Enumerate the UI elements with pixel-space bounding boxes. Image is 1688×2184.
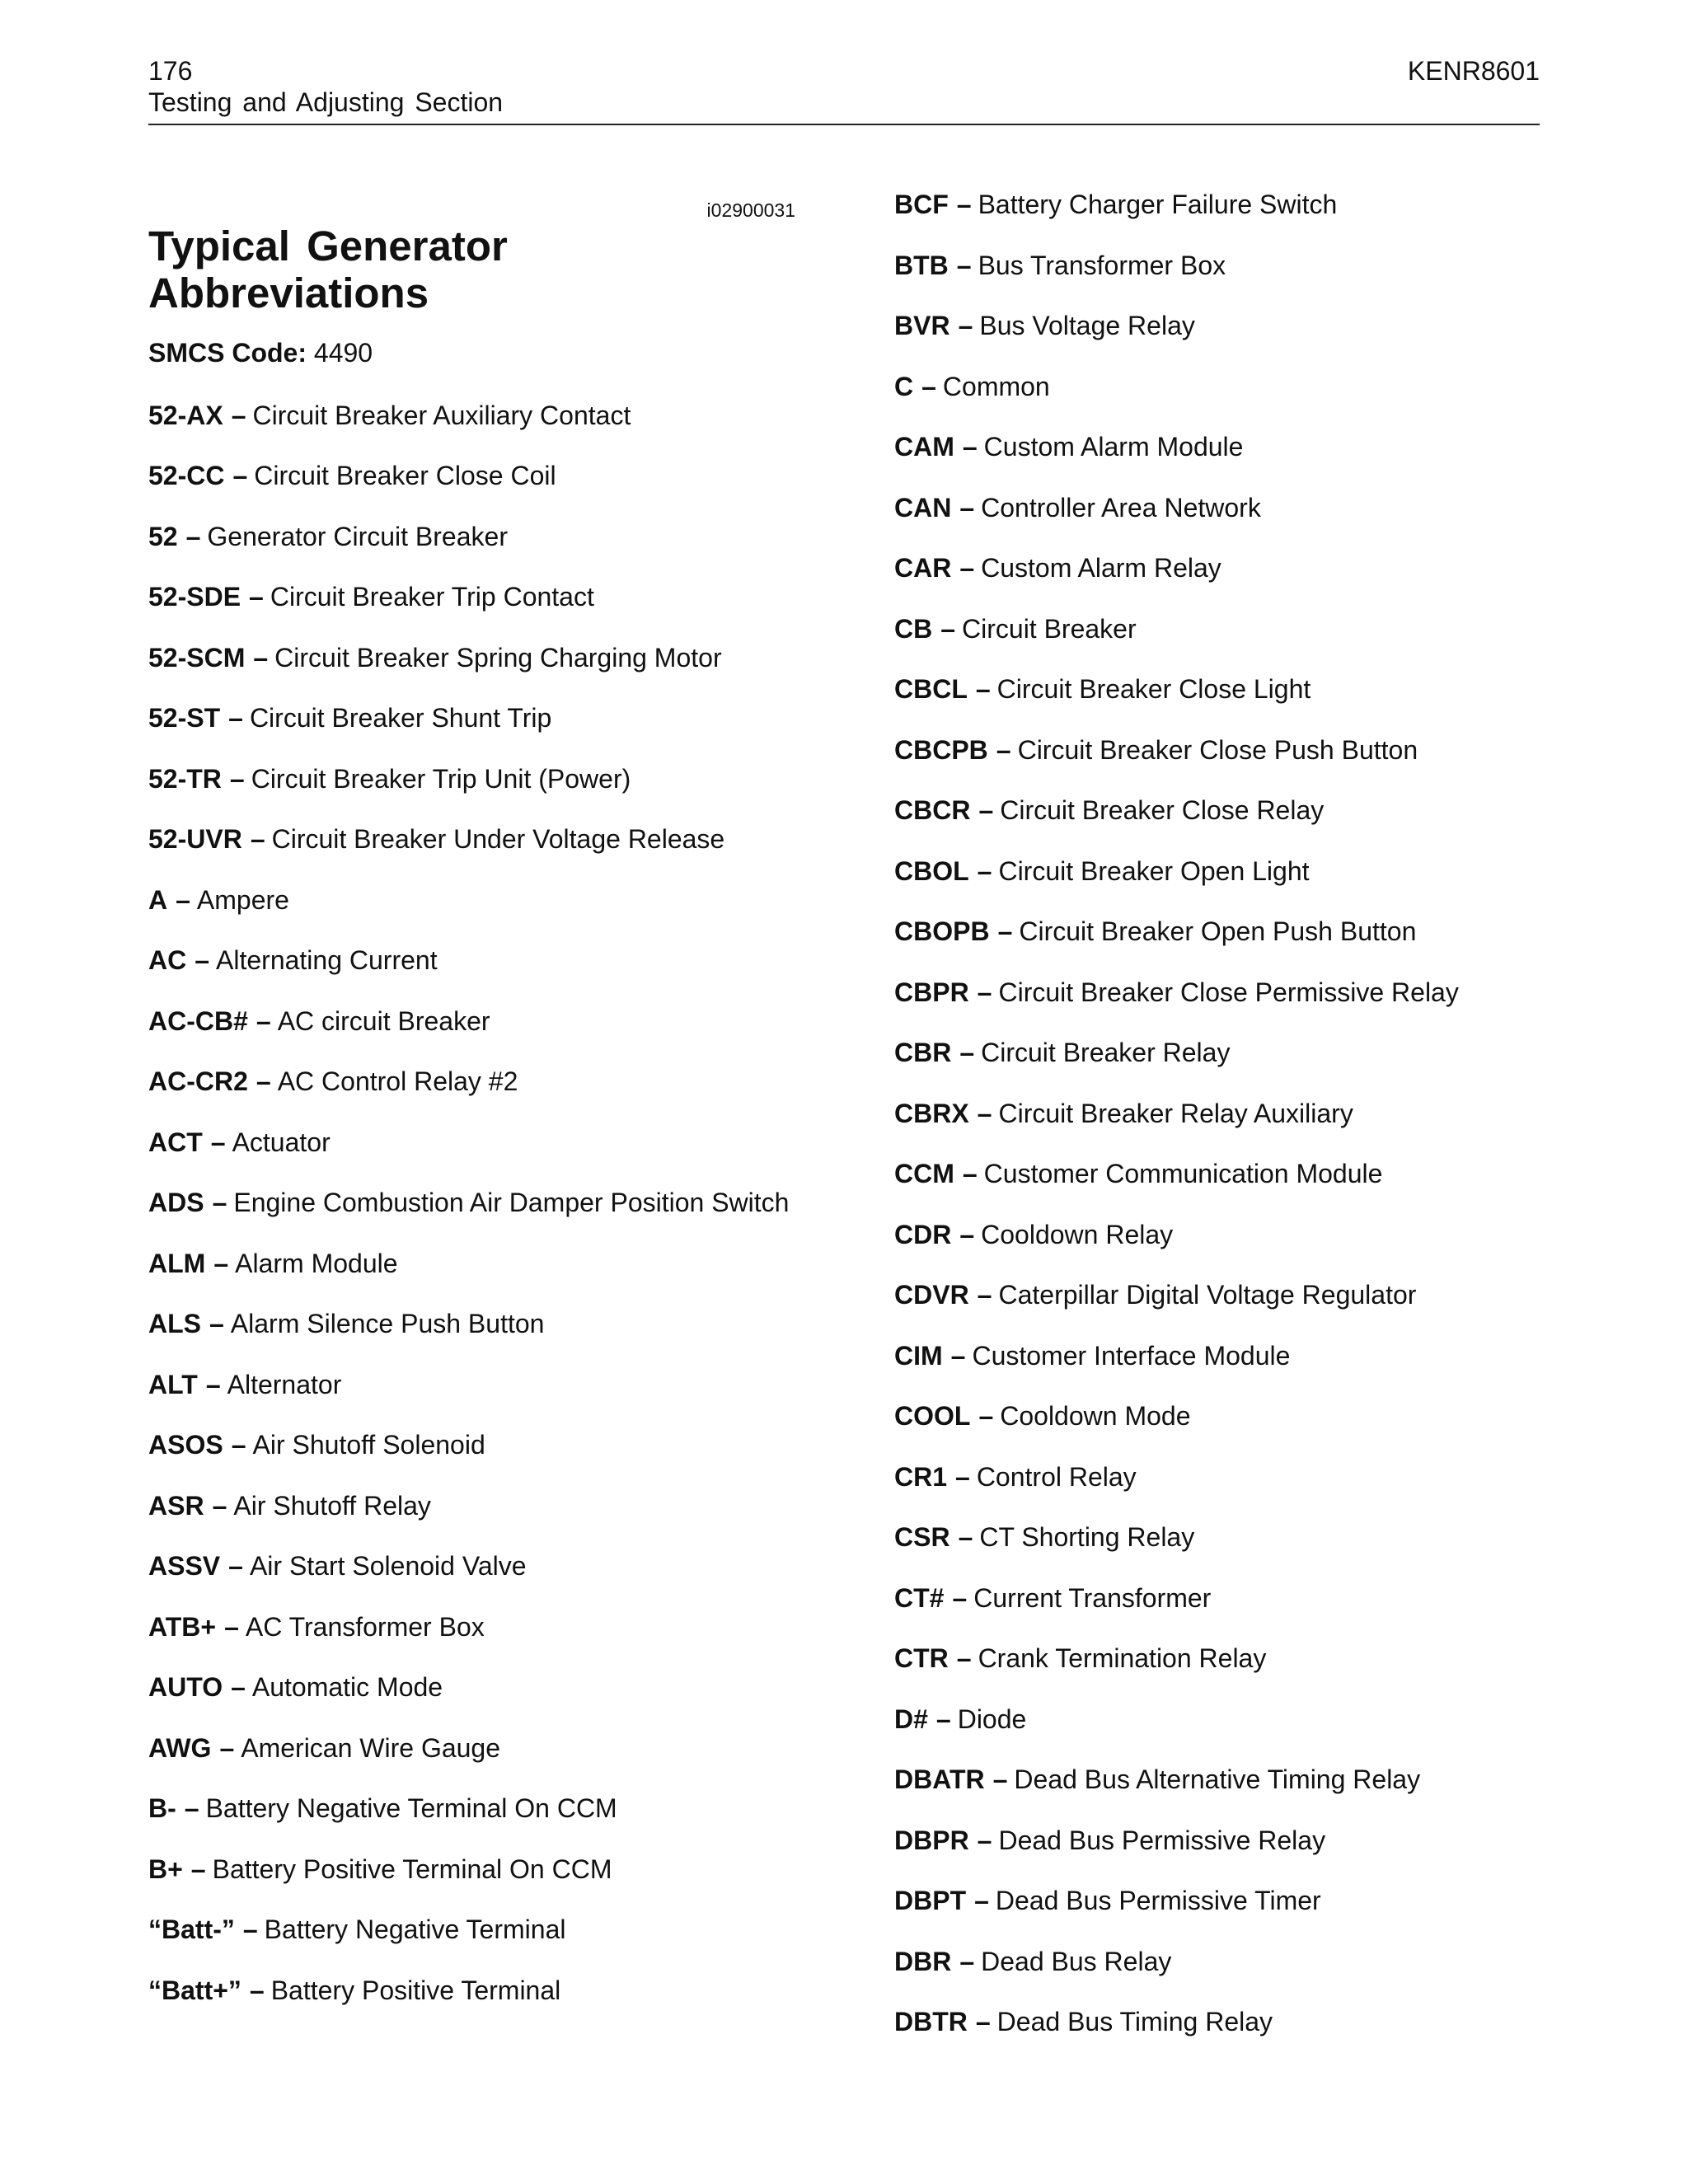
abbreviation-definition: Cooldown Relay bbox=[981, 1219, 1174, 1249]
abbreviation-definition: Engine Combustion Air Damper Position Switch bbox=[233, 1188, 790, 1217]
abbreviation-term: B- bbox=[148, 1793, 176, 1823]
abbreviation-entry bbox=[148, 1370, 795, 1399]
page-title-line-2: Abbreviations bbox=[148, 269, 429, 316]
abbreviation-dash: – bbox=[940, 613, 956, 644]
abbreviation-entry bbox=[894, 674, 1554, 704]
abbreviation-entry bbox=[148, 1188, 795, 1217]
abbreviation-entry bbox=[894, 1765, 1554, 1794]
abbreviation-term: DBPT bbox=[894, 1886, 967, 1915]
abbreviation-definition: Control Relay bbox=[976, 1461, 1137, 1492]
abbreviation-term: DBATR bbox=[894, 1765, 985, 1794]
reference-code: i02900031 bbox=[706, 199, 795, 221]
abbreviation-dash: – bbox=[956, 1643, 972, 1673]
abbreviation-entry bbox=[148, 1309, 795, 1338]
abbreviation-term: CDR bbox=[894, 1219, 952, 1249]
abbreviation-term: D# bbox=[894, 1704, 928, 1734]
abbreviation-entry bbox=[894, 1583, 1554, 1613]
abbreviation-term: 52-TR bbox=[148, 763, 222, 794]
abbreviation-dash: – bbox=[229, 763, 245, 794]
abbreviation-term: AC-CR2 bbox=[148, 1066, 248, 1096]
abbreviation-entry bbox=[894, 1462, 1554, 1492]
page-title-line-1: Typical Generator bbox=[148, 223, 508, 269]
abbreviation-definition: Circuit Breaker Trip Contact bbox=[270, 582, 594, 612]
abbreviation-entry bbox=[148, 1006, 795, 1036]
abbreviation-definition: Current Transformer bbox=[973, 1582, 1212, 1613]
abbreviation-term: AWG bbox=[148, 1732, 212, 1763]
abbreviation-entry bbox=[894, 432, 1554, 462]
left-column bbox=[148, 181, 795, 2005]
abbreviation-definition: Battery Positive Terminal On CCM bbox=[212, 1854, 612, 1884]
abbreviation-entry bbox=[894, 916, 1554, 946]
abbreviation-definition: CT Shorting Relay bbox=[979, 1522, 1195, 1552]
abbreviation-definition: Battery Positive Terminal bbox=[270, 1975, 561, 2005]
abbreviation-entry bbox=[148, 582, 795, 612]
abbreviation-dash: – bbox=[224, 1611, 239, 1642]
abbreviation-entry bbox=[894, 1643, 1554, 1673]
abbreviation-dash: – bbox=[958, 1522, 973, 1552]
abbreviation-definition: Circuit Breaker Under Voltage Release bbox=[271, 824, 725, 854]
abbreviation-definition: Crank Termination Relay bbox=[978, 1643, 1267, 1673]
abbreviation-definition: AC Transformer Box bbox=[245, 1611, 485, 1642]
abbreviation-dash: – bbox=[205, 1369, 221, 1399]
abbreviation-entry bbox=[148, 1430, 795, 1460]
abbreviation-definition: Circuit Breaker Close Permissive Relay bbox=[998, 977, 1459, 1007]
abbreviation-definition: Dead Bus Alternative Timing Relay bbox=[1014, 1765, 1421, 1794]
abbreviation-entry bbox=[148, 1975, 795, 2005]
abbreviation-term: CBCR bbox=[894, 795, 971, 825]
abbreviation-definition: Dead Bus Relay bbox=[981, 1946, 1172, 1976]
abbreviation-dash: – bbox=[231, 400, 246, 430]
abbreviation-dash: – bbox=[955, 1461, 970, 1492]
abbreviation-definition: Customer Communication Module bbox=[983, 1159, 1383, 1188]
abbreviation-dash: – bbox=[975, 674, 991, 704]
abbreviation-dash: – bbox=[978, 1401, 994, 1431]
abbreviation-term: CAN bbox=[894, 492, 952, 523]
abbreviation-entry bbox=[894, 795, 1554, 825]
right-column bbox=[894, 181, 1554, 2036]
abbreviation-entry bbox=[148, 1915, 795, 1944]
abbreviation-term: CB bbox=[894, 613, 933, 644]
abbreviation-definition: Circuit Breaker Shunt Trip bbox=[249, 703, 552, 733]
abbreviation-term: BTB bbox=[894, 250, 949, 280]
abbreviation-term: CCM bbox=[894, 1159, 954, 1188]
abbreviation-term: CDVR bbox=[894, 1280, 969, 1310]
abbreviation-definition: Circuit Breaker Relay Auxiliary bbox=[998, 1098, 1353, 1128]
abbreviation-term: ACT bbox=[148, 1127, 203, 1157]
abbreviation-dash: – bbox=[977, 977, 992, 1007]
abbreviation-entry bbox=[894, 2007, 1554, 2036]
abbreviation-definition: Custom Alarm Module bbox=[983, 432, 1244, 462]
abbreviation-definition: Dead Bus Permissive Relay bbox=[998, 1825, 1326, 1855]
abbreviation-entry bbox=[148, 1127, 795, 1157]
abbreviation-entry bbox=[894, 735, 1554, 765]
abbreviation-definition: Circuit Breaker bbox=[962, 613, 1137, 644]
abbreviation-term: ALM bbox=[148, 1248, 206, 1278]
abbreviation-term: B+ bbox=[148, 1854, 183, 1884]
abbreviation-term: CIM bbox=[894, 1340, 943, 1371]
abbreviation-definition: AC Control Relay #2 bbox=[277, 1066, 518, 1096]
abbreviation-definition: Bus Transformer Box bbox=[978, 250, 1226, 280]
abbreviation-term: DBTR bbox=[894, 2007, 968, 2036]
abbreviation-entry bbox=[894, 1825, 1554, 1855]
abbreviation-term: ATB+ bbox=[148, 1611, 217, 1642]
abbreviation-dash: – bbox=[249, 1975, 265, 2005]
abbreviation-term: DBR bbox=[894, 1946, 952, 1976]
abbreviation-definition: Air Shutoff Relay bbox=[233, 1490, 431, 1521]
abbreviation-dash: – bbox=[977, 1280, 992, 1310]
abbreviation-entry bbox=[148, 945, 795, 975]
abbreviation-entry bbox=[148, 401, 795, 430]
abbreviation-entry bbox=[894, 1704, 1554, 1734]
abbreviation-definition: Custom Alarm Relay bbox=[981, 553, 1221, 583]
abbreviation-definition: Alternator bbox=[227, 1369, 342, 1399]
abbreviation-entry bbox=[148, 764, 795, 794]
abbreviation-entry bbox=[894, 1341, 1554, 1371]
abbreviation-entry bbox=[148, 522, 795, 551]
abbreviation-entry bbox=[894, 1886, 1554, 1915]
abbreviation-term: CTR bbox=[894, 1643, 949, 1673]
abbreviation-term: CT# bbox=[894, 1582, 945, 1613]
abbreviation-term: 52-SCM bbox=[148, 642, 246, 673]
abbreviation-term: AUTO bbox=[148, 1672, 223, 1702]
abbreviation-term: CBCPB bbox=[894, 734, 988, 765]
abbreviation-entry bbox=[148, 1551, 795, 1581]
left-abbreviation-list bbox=[148, 401, 795, 2005]
abbreviation-definition: Circuit Breaker Close Relay bbox=[1000, 795, 1325, 825]
abbreviation-entry bbox=[894, 1220, 1554, 1249]
abbreviation-entry bbox=[894, 190, 1554, 219]
abbreviation-dash: – bbox=[977, 1098, 992, 1128]
abbreviation-entry bbox=[148, 885, 795, 915]
abbreviation-term: 52-CC bbox=[148, 461, 225, 490]
abbreviation-term: C bbox=[894, 371, 914, 401]
abbreviation-dash: – bbox=[992, 1765, 1008, 1794]
abbreviation-entry bbox=[148, 461, 795, 490]
abbreviation-dash: – bbox=[975, 2007, 991, 2036]
abbreviation-term: 52 bbox=[148, 521, 178, 551]
abbreviation-dash: – bbox=[212, 1188, 227, 1217]
abbreviation-entry bbox=[894, 251, 1554, 280]
abbreviation-definition: Battery Negative Terminal On CCM bbox=[205, 1793, 617, 1823]
abbreviation-term: BCF bbox=[894, 190, 949, 219]
abbreviation-definition: Battery Charger Failure Switch bbox=[978, 190, 1338, 219]
abbreviation-dash: – bbox=[256, 1005, 271, 1036]
abbreviation-definition: Controller Area Network bbox=[981, 492, 1261, 523]
abbreviation-term: 52-UVR bbox=[148, 824, 242, 854]
abbreviation-dash: – bbox=[219, 1732, 235, 1763]
abbreviation-definition: Circuit Breaker Close Light bbox=[996, 674, 1311, 704]
abbreviation-term: ADS bbox=[148, 1188, 204, 1217]
smcs-code bbox=[148, 336, 795, 369]
abbreviation-definition: AC circuit Breaker bbox=[277, 1005, 490, 1036]
abbreviation-term: CSR bbox=[894, 1522, 950, 1552]
abbreviation-definition: Circuit Breaker Spring Charging Motor bbox=[274, 642, 722, 673]
abbreviation-definition: Generator Circuit Breaker bbox=[207, 521, 508, 551]
abbreviation-term: AC-CB# bbox=[148, 1005, 248, 1036]
abbreviation-dash: – bbox=[232, 461, 248, 490]
abbreviation-entry bbox=[148, 1066, 795, 1096]
abbreviation-definition: Dead Bus Permissive Timer bbox=[995, 1886, 1321, 1915]
abbreviation-definition: Alarm Silence Push Button bbox=[230, 1309, 545, 1338]
abbreviation-dash: – bbox=[959, 553, 975, 583]
abbreviation-dash: – bbox=[176, 884, 190, 915]
abbreviation-entry bbox=[148, 643, 795, 673]
abbreviation-definition: Battery Negative Terminal bbox=[264, 1915, 566, 1944]
right-abbreviation-list bbox=[894, 190, 1554, 2036]
abbreviation-dash: – bbox=[209, 1309, 224, 1338]
document-id: KENR8601 bbox=[1407, 56, 1540, 86]
abbreviation-term: ALT bbox=[148, 1369, 198, 1399]
abbreviation-entry bbox=[148, 1793, 795, 1823]
abbreviation-dash: – bbox=[959, 492, 975, 523]
abbreviation-definition: Alternating Current bbox=[216, 945, 438, 975]
abbreviation-entry bbox=[894, 493, 1554, 523]
abbreviation-dash: – bbox=[956, 250, 972, 280]
abbreviation-definition: Alarm Module bbox=[235, 1248, 398, 1278]
abbreviation-dash: – bbox=[921, 371, 936, 401]
abbreviation-term: CBPR bbox=[894, 977, 969, 1007]
abbreviation-definition: Circuit Breaker Trip Unit (Power) bbox=[251, 763, 631, 794]
abbreviation-term: “Batt+” bbox=[148, 1975, 241, 2005]
abbreviation-term: COOL bbox=[894, 1401, 971, 1431]
abbreviation-entry bbox=[894, 1401, 1554, 1431]
abbreviation-entry bbox=[894, 1947, 1554, 1976]
abbreviation-entry bbox=[894, 1099, 1554, 1128]
abbreviation-entry bbox=[148, 1612, 795, 1642]
abbreviation-term: CBOPB bbox=[894, 916, 990, 946]
abbreviation-entry bbox=[894, 372, 1554, 401]
abbreviation-dash: – bbox=[195, 945, 210, 975]
abbreviation-dash: – bbox=[228, 703, 243, 733]
abbreviation-entry bbox=[148, 703, 795, 733]
abbreviation-dash: – bbox=[959, 1038, 975, 1067]
abbreviation-definition: Actuator bbox=[232, 1127, 331, 1157]
abbreviation-dash: – bbox=[978, 795, 994, 825]
abbreviation-dash: – bbox=[231, 1430, 246, 1460]
abbreviation-entry bbox=[148, 1491, 795, 1521]
abbreviation-entry bbox=[148, 1733, 795, 1763]
abbreviation-dash: – bbox=[228, 1551, 243, 1581]
abbreviation-dash: – bbox=[250, 824, 265, 854]
abbreviation-term: ASR bbox=[148, 1490, 204, 1521]
abbreviation-dash: – bbox=[974, 1886, 989, 1915]
abbreviation-dash: – bbox=[977, 855, 992, 886]
abbreviation-definition: Automatic Mode bbox=[251, 1672, 443, 1702]
section-name: Testing and Adjusting Section bbox=[148, 87, 504, 117]
abbreviation-definition: Air Start Solenoid Valve bbox=[249, 1551, 527, 1581]
abbreviation-definition: Bus Voltage Relay bbox=[979, 311, 1195, 340]
abbreviation-term: ASSV bbox=[148, 1551, 221, 1581]
abbreviation-term: BVR bbox=[894, 311, 950, 340]
abbreviation-dash: – bbox=[212, 1490, 227, 1521]
abbreviation-dash: – bbox=[253, 642, 269, 673]
abbreviation-entry bbox=[894, 1280, 1554, 1310]
abbreviation-term: AC bbox=[148, 945, 187, 975]
abbreviation-definition: Customer Interface Module bbox=[972, 1340, 1291, 1371]
abbreviation-dash: – bbox=[210, 1127, 226, 1157]
abbreviation-dash: – bbox=[190, 1854, 206, 1884]
abbreviation-dash: – bbox=[950, 1340, 966, 1371]
abbreviation-definition: Circuit Breaker Open Light bbox=[998, 855, 1310, 886]
page-header bbox=[148, 54, 1540, 125]
abbreviation-definition: Caterpillar Digital Voltage Regulator bbox=[998, 1280, 1417, 1310]
abbreviation-definition: Air Shutoff Solenoid bbox=[252, 1430, 485, 1460]
abbreviation-dash: – bbox=[256, 1066, 271, 1096]
abbreviation-term: CBOL bbox=[894, 855, 969, 886]
smcs-code-value: 4490 bbox=[313, 338, 373, 368]
abbreviation-definition: Ampere bbox=[196, 884, 289, 915]
abbreviation-term: CAR bbox=[894, 553, 952, 583]
abbreviation-term: CAM bbox=[894, 432, 954, 462]
abbreviation-dash: – bbox=[977, 1825, 992, 1855]
abbreviation-entry bbox=[894, 311, 1554, 340]
abbreviation-entry bbox=[148, 1249, 795, 1278]
abbreviation-dash: – bbox=[231, 1672, 246, 1702]
abbreviation-term: A bbox=[148, 884, 168, 915]
abbreviation-entry bbox=[894, 1038, 1554, 1067]
abbreviation-dash: – bbox=[962, 432, 978, 462]
abbreviation-term: CBRX bbox=[894, 1098, 969, 1128]
abbreviation-definition: Common bbox=[942, 371, 1050, 401]
abbreviation-definition: Circuit Breaker Open Push Button bbox=[1019, 916, 1417, 946]
abbreviation-dash: – bbox=[185, 521, 201, 551]
abbreviation-entry bbox=[148, 1854, 795, 1884]
abbreviation-dash: – bbox=[959, 1219, 975, 1249]
abbreviation-definition: American Wire Gauge bbox=[241, 1732, 501, 1763]
abbreviation-dash: – bbox=[959, 1946, 975, 1976]
abbreviation-term: DBPR bbox=[894, 1825, 969, 1855]
abbreviation-dash: – bbox=[242, 1915, 258, 1944]
abbreviation-entry bbox=[894, 856, 1554, 886]
abbreviation-dash: – bbox=[962, 1159, 978, 1188]
abbreviation-dash: – bbox=[996, 734, 1011, 765]
page-title bbox=[148, 223, 795, 316]
abbreviation-entry bbox=[894, 553, 1554, 583]
abbreviation-term: CBR bbox=[894, 1038, 952, 1067]
abbreviation-term: ALS bbox=[148, 1309, 201, 1338]
abbreviation-dash: – bbox=[952, 1582, 968, 1613]
abbreviation-definition: Dead Bus Timing Relay bbox=[996, 2007, 1273, 2036]
abbreviation-dash: – bbox=[213, 1248, 229, 1278]
abbreviation-entry bbox=[894, 614, 1554, 644]
smcs-code-label: SMCS Code: bbox=[148, 338, 307, 368]
abbreviation-dash: – bbox=[956, 190, 972, 219]
abbreviation-term: 52-AX bbox=[148, 400, 223, 430]
page-number: 176 bbox=[148, 56, 193, 86]
abbreviation-dash: – bbox=[935, 1704, 951, 1734]
abbreviation-entry bbox=[148, 1672, 795, 1702]
abbreviation-definition: Circuit Breaker Auxiliary Contact bbox=[252, 400, 631, 430]
abbreviation-dash: – bbox=[249, 582, 264, 612]
abbreviation-term: CR1 bbox=[894, 1461, 948, 1492]
abbreviation-term: “Batt-” bbox=[148, 1915, 235, 1944]
abbreviation-term: 52-ST bbox=[148, 703, 221, 733]
abbreviation-term: ASOS bbox=[148, 1430, 223, 1460]
abbreviation-dash: – bbox=[184, 1793, 199, 1823]
abbreviation-definition: Circuit Breaker Close Push Button bbox=[1017, 734, 1418, 765]
abbreviation-definition: Circuit Breaker Close Coil bbox=[254, 461, 556, 490]
abbreviation-entry bbox=[894, 1522, 1554, 1552]
abbreviation-definition: Diode bbox=[957, 1704, 1027, 1734]
abbreviation-entry bbox=[894, 977, 1554, 1007]
abbreviation-term: 52-SDE bbox=[148, 582, 241, 612]
abbreviation-term: CBCL bbox=[894, 674, 968, 704]
abbreviation-dash: – bbox=[997, 916, 1013, 946]
abbreviation-dash: – bbox=[958, 311, 973, 340]
abbreviation-definition: Cooldown Mode bbox=[1000, 1401, 1191, 1431]
abbreviation-entry bbox=[148, 824, 795, 854]
abbreviation-definition: Circuit Breaker Relay bbox=[981, 1038, 1231, 1067]
abbreviation-entry bbox=[894, 1159, 1554, 1188]
